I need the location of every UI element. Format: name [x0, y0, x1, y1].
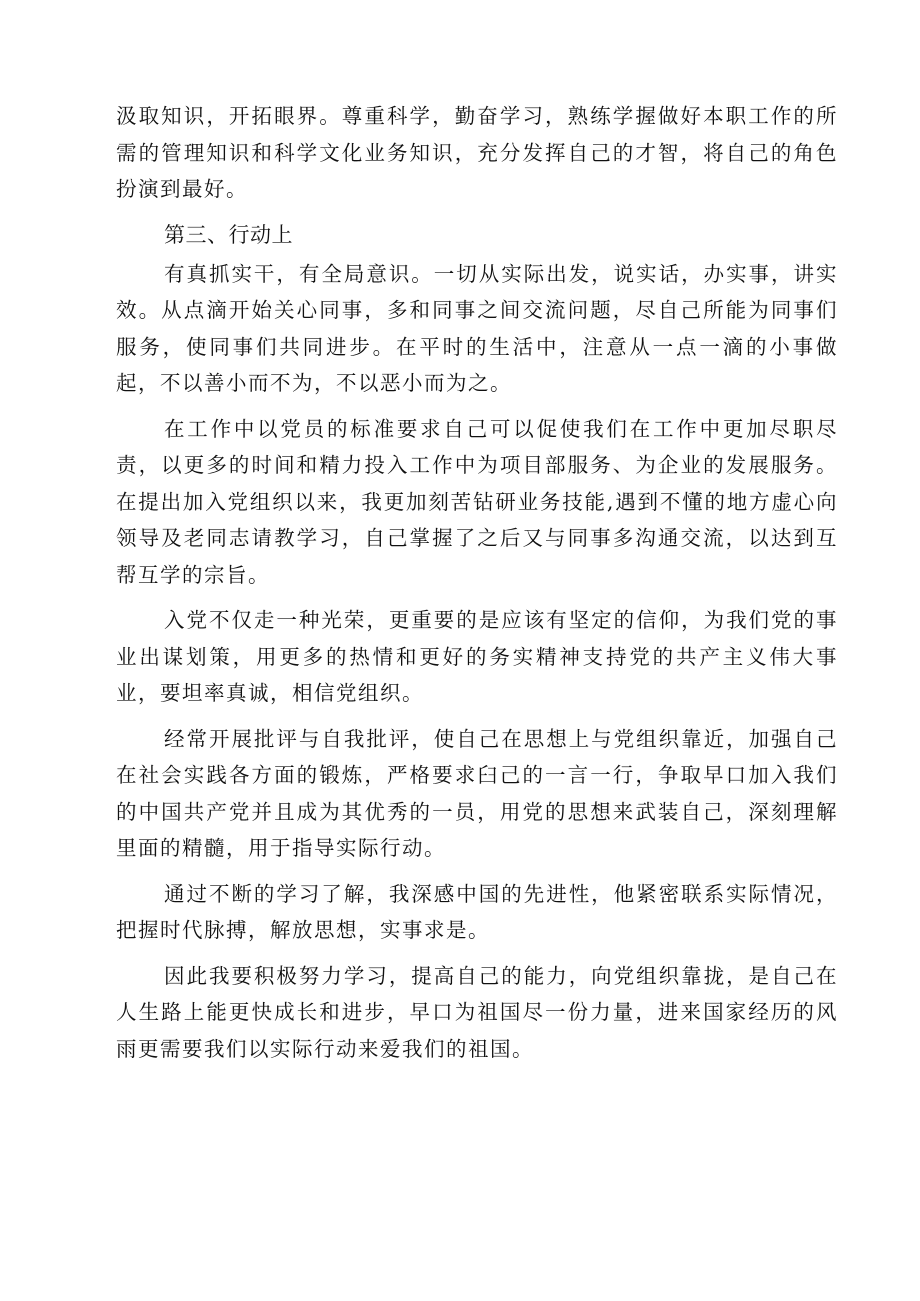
- section-heading: 第三、行动上: [164, 222, 293, 247]
- body-paragraph-1: 有真抓实干，有全局意识。一切从实际出发，说实话，办实事，讲实效。从点滴开始关心同事，多和同事之间交流问题，尽自己所能为同事们服务，使同事们共同进步。在平时的生活中，注意从一点一滴的小事做起，不以善小而不为，不以恶小而为之。: [116, 261, 838, 395]
- document-page: [116, 98, 838, 1067]
- body-paragraph-2: 在工作中以党员的标准要求自己可以促使我们在工作中更加尽职尽责，以更多的时间和精力投入工作中为项目部服务、为企业的发展服务。在提出加入党组织以来，我更加刻苦钻研业务技能,遇到不懂的地方虚心向领导及老同志请教学习，自己掌握了之后又与同事多沟通交流，以达到互帮互学的宗旨。: [116, 416, 838, 587]
- intro-paragraph: 汲取知识，开拓眼界。尊重科学，勤奋学习，熟练学握做好本职工作的所需的管理知识和科学文化业务知识，充分发挥自己的才智，将自己的角色扮演到最好。: [116, 104, 838, 201]
- body-paragraph-3: 入党不仅走一种光荣，更重要的是应该有坚定的信仰，为我们党的事业出谋划策，用更多的热情和更好的务实精神支持党的共产主义伟大事业，要坦率真诚，相信党组织。: [116, 608, 838, 705]
- body-paragraph-4: 经常开展批评与自我批评，使自己在思想上与党组织靠近，加强自己在社会实践各方面的锻炼，严格要求臼己的一言一行，争取早口加入我们的中国共产党并且成为其优秀的一员，用党的思想来武装自己，深刻理解里面的精髓，用于指导实际行动。: [116, 726, 838, 860]
- body-paragraph-6: 因此我要积极努力学习，提高自己的能力，向党组织靠拢，是自己在人生路上能更快成长和进步，早口为祖国尽一份力量，进来国家经历的风雨更需要我们以实际行动来爱我们的祖国。: [116, 963, 838, 1061]
- body-paragraph-5: 通过不断的学习了解，我深感中国的先进性，他紧密联系实际情况，把握时代脉搏，解放思想，实事求是。: [116, 881, 838, 942]
